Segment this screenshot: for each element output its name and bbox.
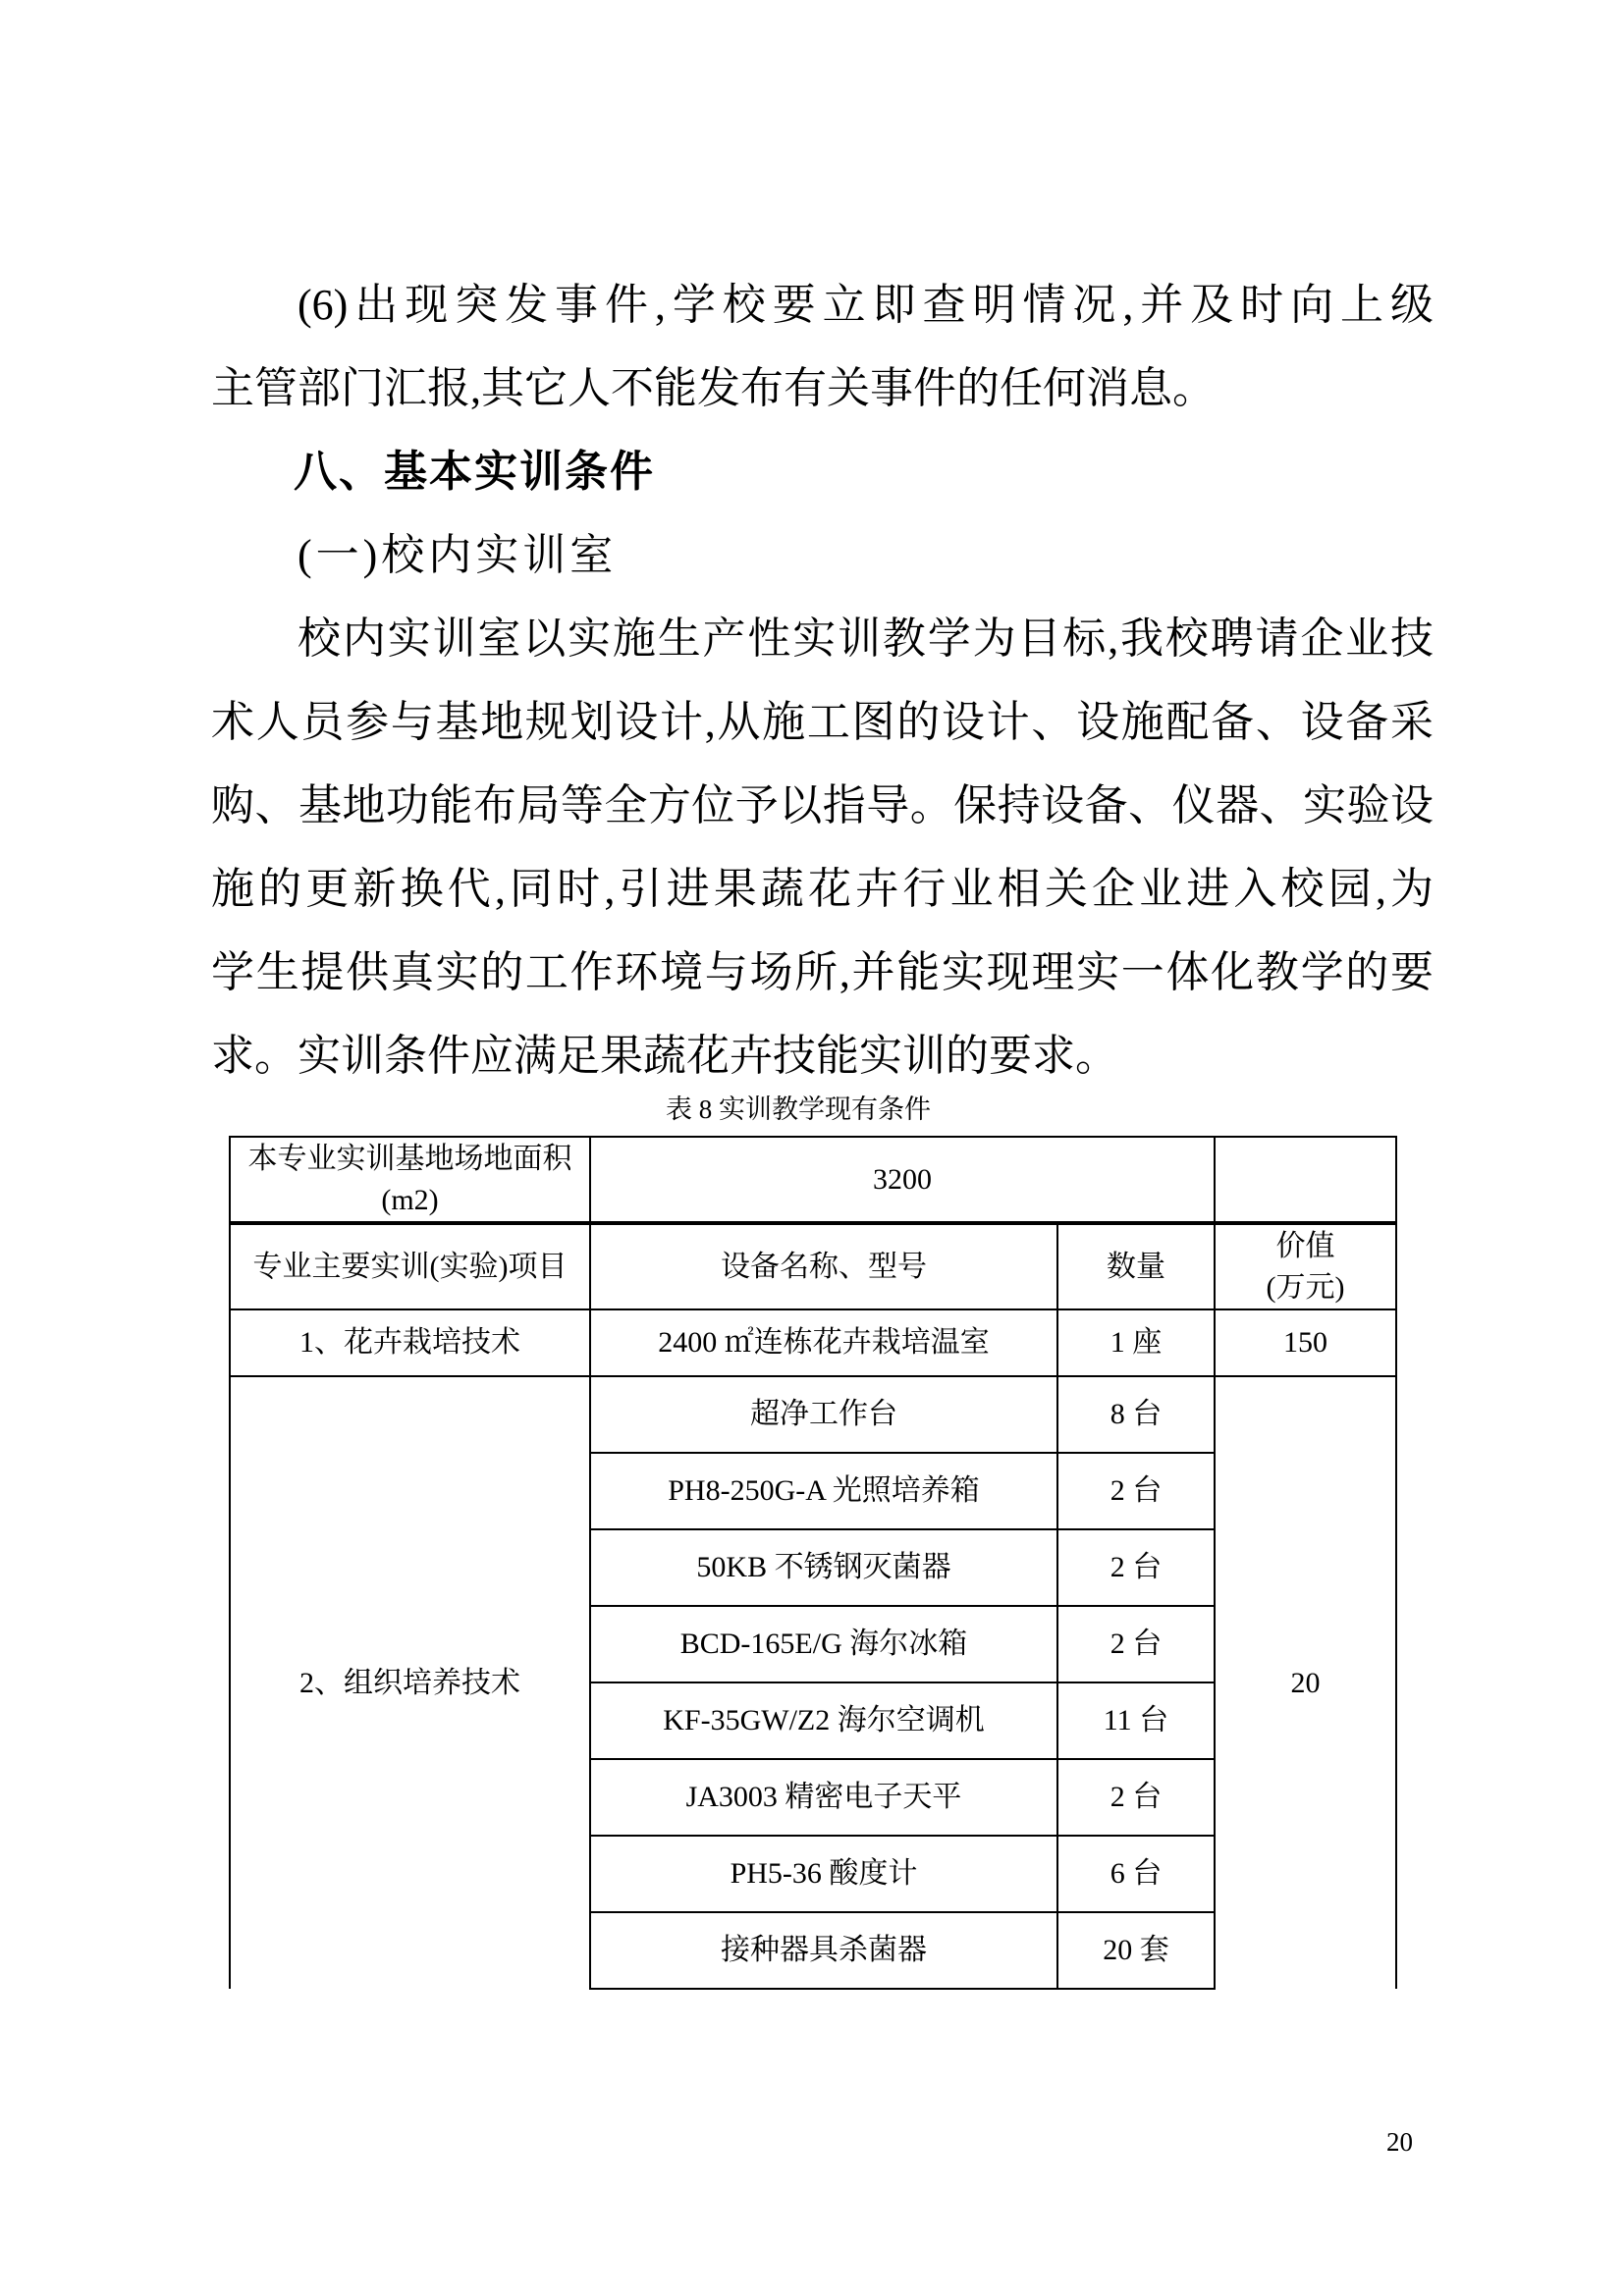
device-cell: 2400 ㎡连栋花卉栽培温室 xyxy=(590,1309,1057,1376)
device-cell: KF-35GW/Z2 海尔空调机 xyxy=(590,1682,1057,1759)
header-quantity-cell: 数量 xyxy=(1057,1223,1215,1309)
quantity-cell: 2 台 xyxy=(1057,1453,1215,1529)
area-label-line1: 本专业实训基地场地面积 xyxy=(247,1142,572,1175)
table-caption: 表 8 实训教学现有条件 xyxy=(666,1095,931,1124)
quantity-cell: 2 台 xyxy=(1057,1606,1215,1682)
paragraph-training-line: 校内实训室以实施生产性实训教学为目标,我校聘请企业技 xyxy=(298,614,1434,663)
quantity-cell: 6 台 xyxy=(1057,1836,1215,1912)
header-value-line2: (万元) xyxy=(1266,1270,1345,1304)
paragraph-emergency-line: 主管部门汇报,其它人不能发布有关事件的任何消息。 xyxy=(211,364,1216,412)
page-number: 20 xyxy=(1386,2127,1413,2157)
paragraph-training-line: 施的更新换代,同时,引进果蔬花卉行业相关企业进入校园,为 xyxy=(211,865,1434,913)
table-header-row xyxy=(230,1223,1396,1309)
quantity-cell: 11 台 xyxy=(1057,1682,1215,1759)
section-heading: 八、基本实训条件 xyxy=(294,448,655,496)
table-row-equipment xyxy=(230,1376,1396,1453)
header-project-cell: 专业主要实训(实验)项目 xyxy=(230,1223,590,1309)
table-row-flower xyxy=(230,1309,1396,1376)
paragraph-training-line: 学生提供真实的工作环境与场所,并能实现理实一体化教学的要 xyxy=(211,948,1434,996)
quantity-cell: 20 套 xyxy=(1057,1912,1215,1989)
paragraph-emergency-line: (6)出现突发事件,学校要立即查明情况,并及时向上级 xyxy=(298,281,1434,329)
header-device-cell: 设备名称、型号 xyxy=(590,1223,1057,1309)
area-empty-cell xyxy=(1215,1137,1396,1223)
area-label-cell xyxy=(230,1137,590,1223)
header-value-cell xyxy=(1215,1223,1396,1309)
project-group-cell: 2、组织培养技术 xyxy=(230,1376,590,1989)
area-value-cell: 3200 xyxy=(590,1137,1215,1223)
quantity-cell: 2 台 xyxy=(1057,1759,1215,1836)
quantity-cell: 8 台 xyxy=(1057,1376,1215,1453)
paragraph-training-line: 求。实训条件应满足果蔬花卉技能实训的要求。 xyxy=(211,1032,1118,1080)
quantity-cell: 1 座 xyxy=(1057,1309,1215,1376)
device-cell: 50KB 不锈钢灭菌器 xyxy=(590,1529,1057,1606)
device-cell: JA3003 精密电子天平 xyxy=(590,1759,1057,1836)
quantity-cell: 2 台 xyxy=(1057,1529,1215,1606)
device-cell: 接种器具杀菌器 xyxy=(590,1912,1057,1989)
paragraph-training-line: 购、基地功能布局等全方位予以指导。保持设备、仪器、实验设 xyxy=(211,781,1434,829)
training-conditions-table xyxy=(229,1136,1397,1990)
project-cell: 1、花卉栽培技术 xyxy=(230,1309,590,1376)
table-row-area xyxy=(230,1137,1396,1223)
subsection-heading: (一)校内实训室 xyxy=(298,531,618,579)
device-cell: 超净工作台 xyxy=(590,1376,1057,1453)
device-cell: PH5-36 酸度计 xyxy=(590,1836,1057,1912)
value-cell: 150 xyxy=(1215,1309,1396,1376)
area-label-line2: (m2) xyxy=(381,1183,439,1216)
device-cell: PH8-250G-A 光照培养箱 xyxy=(590,1453,1057,1529)
document-body xyxy=(211,263,1434,1097)
paragraph-training-line: 术人员参与基地规划设计,从施工图的设计、设施配备、设备采 xyxy=(211,698,1434,746)
device-cell: BCD-165E/G 海尔冰箱 xyxy=(590,1606,1057,1682)
header-value-line1: 价值 xyxy=(1275,1229,1335,1262)
value-group-cell: 20 xyxy=(1215,1376,1396,1989)
